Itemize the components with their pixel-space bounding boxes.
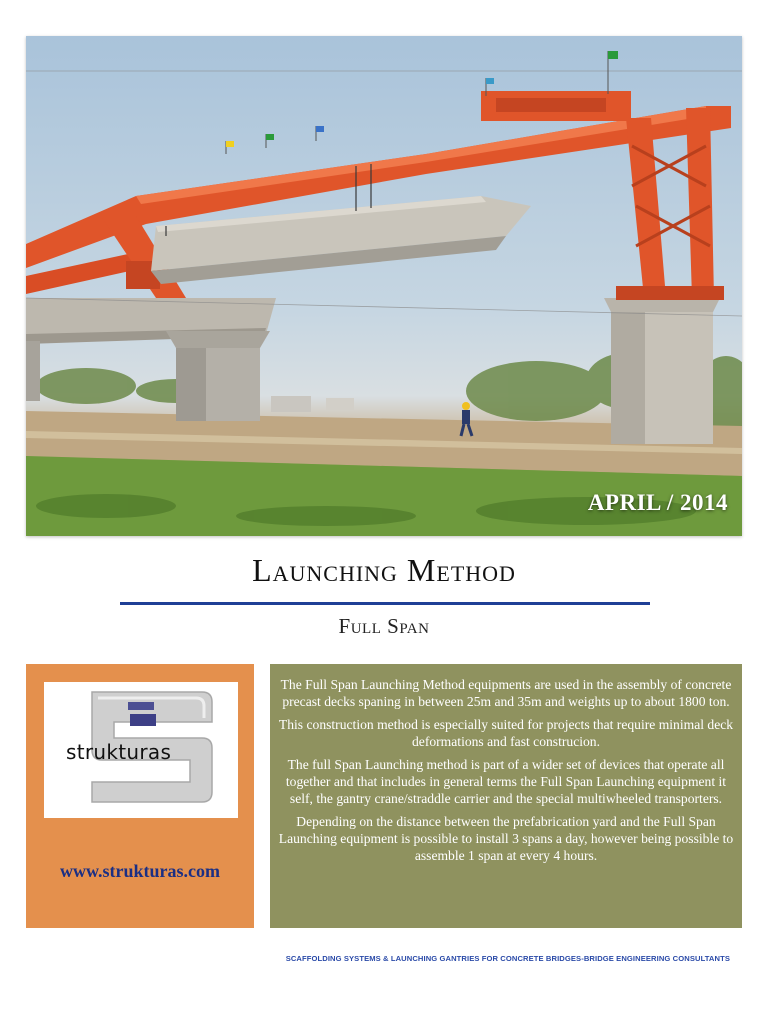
description-paragraph: This construction method is especially suited for projects that require minimal deck deformations and fast construcion. [278,717,734,749]
page-subtitle: Full Span [338,614,430,638]
hero-photo [26,36,742,536]
description-paragraph: Depending on the distance between the prefabrication yard and the Full Span Launching equipment is possible to install 3 spans a day, however being possible to assemble 1 span at every 4 hours. [278,814,734,863]
title-divider [120,602,650,605]
description-panel [270,664,742,928]
date-label: APRIL / 2014 [587,490,728,515]
description-paragraph: The Full Span Launching Method equipments are used in the assembly of concrete precast decks spaning in between 25m and 35m and weights up to about 1800 ton. [280,677,732,709]
website-link[interactable]: www.strukturas.com [60,861,220,881]
gantry-illustration [26,36,742,536]
page-title: Launching Method [252,552,516,588]
company-logo [44,682,238,818]
description-paragraph: The full Span Launching method is part of a wider set of devices that operate all together and that includes in general terms the Full Span Launching equipment it self, the gantry crane/straddle carrier and the special multiwheeled transporters. [285,757,727,806]
logo-wordmark: strukturas [66,740,172,764]
footer-tagline: SCAFFOLDING SYSTEMS & LAUNCHING GANTRIES FOR CONCRETE BRIDGES-BRIDGE ENGINEERING CONSULTANTS [285,954,730,963]
brand-panel [26,664,254,928]
